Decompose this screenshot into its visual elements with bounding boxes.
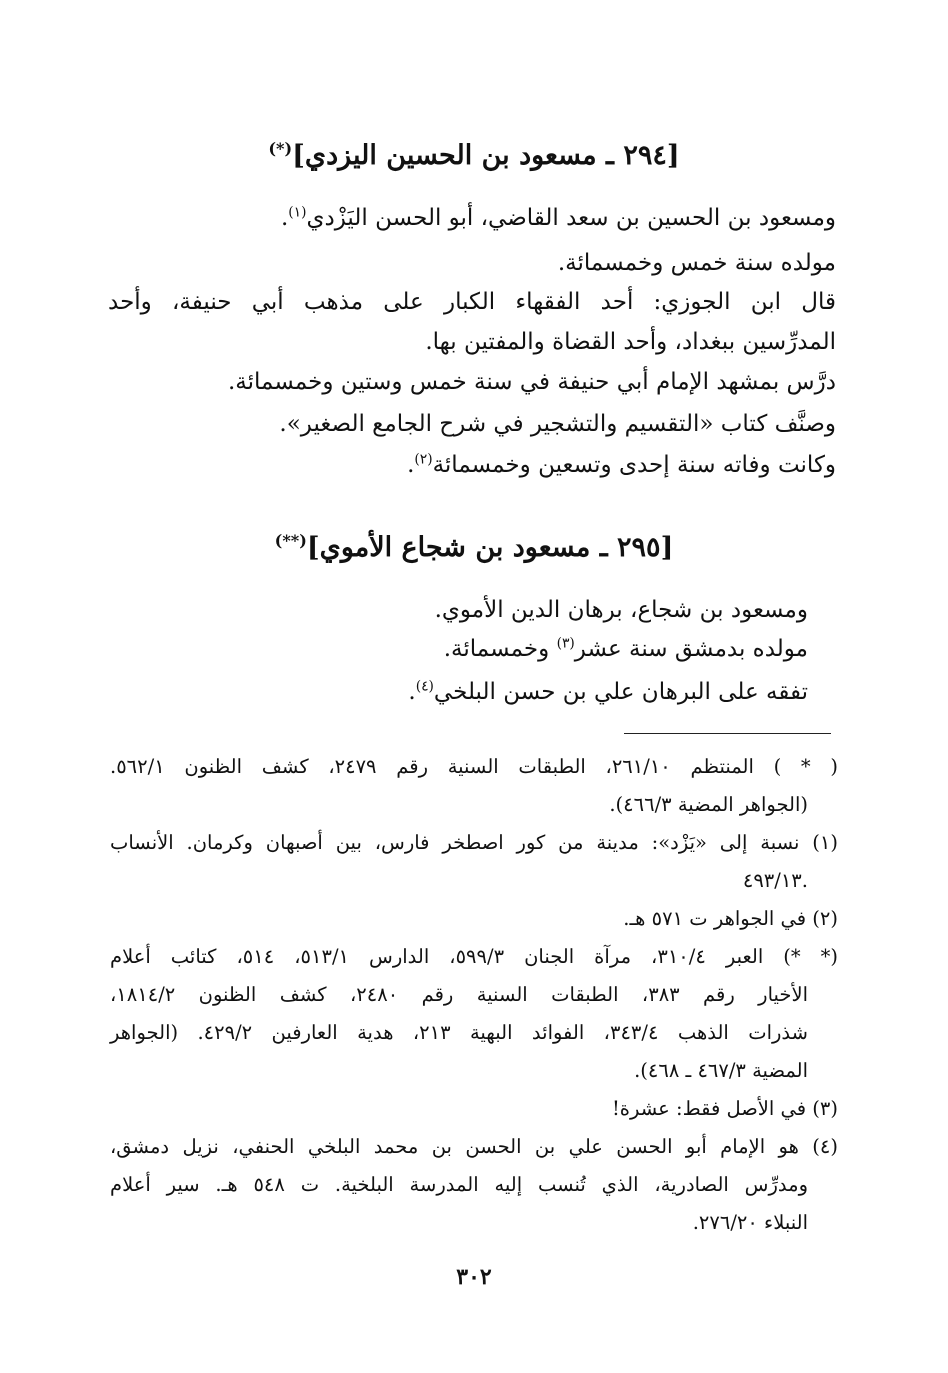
text-line bbox=[408, 676, 808, 708]
text-line: المدرِّسين ببغداد، وأحد القضاة والمفتين بها. bbox=[425, 329, 836, 355]
entry-title-295 bbox=[0, 530, 948, 566]
title-footnote-mark: (*) bbox=[268, 139, 293, 158]
line-end: . bbox=[407, 452, 415, 478]
line-text: وكانت وفاته سنة إحدى وتسعين وخمسمائة bbox=[432, 452, 836, 478]
line-text: وخمسمائة. bbox=[443, 636, 557, 662]
footnote-line: (* *) العبر ٣١٠/٤، مرآة الجنان ٥٩٩/٣، الدارس ٥١٣/١، ٥١٤، كتائب أعلام bbox=[110, 945, 838, 968]
line-end: . bbox=[280, 205, 289, 231]
footnote-line: (٢) في الجواهر ت ٥٧١ هـ. bbox=[623, 907, 838, 930]
footnote-ref: (٣) bbox=[556, 635, 575, 652]
footnote-line: المضية ٤٦٧/٣ ـ ٤٦٨). bbox=[634, 1059, 808, 1082]
footnote-line: (٣) في الأصل فقط: عشرة! bbox=[611, 1097, 838, 1120]
footnote-ref: (١) bbox=[288, 204, 307, 221]
title-footnote-mark: (**) bbox=[274, 531, 307, 550]
entry-title-text: [٢٩٥ ـ مسعود بن شجاع الأموي] bbox=[306, 532, 674, 563]
text-line: مولده سنة خمس وخمسمائة. bbox=[557, 250, 836, 276]
text-line bbox=[444, 633, 808, 665]
line-text: مولده بدمشق سنة عشر bbox=[574, 636, 808, 662]
footnote-line: (الجواهر المضية ٤٦٦/٣). bbox=[609, 793, 808, 816]
footnote-line: (٤) هو الإمام أبو الحسن علي بن الحسن بن محمد البلخي الحنفي، نزيل دمشق، bbox=[110, 1135, 838, 1158]
page-number: ٣٠٢ bbox=[456, 1264, 492, 1290]
line-text: تفقه على البرهان علي بن حسن البلخي bbox=[433, 679, 808, 705]
text-line: وصنَّف كتاب «التقسيم والتشجير في شرح الجامع الصغير». bbox=[279, 411, 836, 437]
footnote-line: النبلاء ٢٧٦/٢٠. bbox=[692, 1211, 808, 1234]
line-end: . bbox=[408, 679, 416, 705]
footnote-line: الأخيار رقم ٣٨٣، الطبقات السنية رقم ٢٤٨٠، كشف الظنون ١٨١٤/٢، bbox=[110, 983, 809, 1006]
footnote-line: ومدرِّس الصادرية، الذي تُنسب إليه المدرسة البلخية. ت ٥٤٨ هـ. سير أعلام bbox=[110, 1173, 808, 1196]
footnote-line: ( * ) المنتظم ٢٦١/١٠، الطبقات السنية رقم ٢٤٧٩، كشف الظنون ٥٦٢/١. bbox=[110, 755, 839, 778]
text-line: قال ابن الجوزي: أحد الفقهاء الكبار على مذهب أبي حنيفة، وأحد bbox=[108, 289, 836, 315]
footnote-ref: (٤) bbox=[415, 678, 434, 695]
footnote-ref: (٢) bbox=[414, 451, 433, 468]
text-line bbox=[407, 449, 836, 481]
footnote-separator bbox=[624, 733, 831, 734]
footnote-line: (١) نسبة إلى «يَزْد»: مدينة من كور اصطخر فارس، بين أصبهان وكرمان. الأنساب bbox=[110, 831, 838, 854]
entry-title-294 bbox=[0, 138, 948, 174]
footnote-line: شذرات الذهب ٣٤٣/٤، الفوائد البهية ٢١٣، هدية العارفين ٤٢٩/٢. (الجواهر bbox=[110, 1021, 808, 1044]
entry-title-text: [٢٩٤ ـ مسعود بن الحسين اليزدي] bbox=[292, 140, 680, 171]
text-line: ومسعود بن شجاع، برهان الدين الأموي. bbox=[434, 597, 808, 623]
text-line: درَّس بمشهد الإمام أبي حنيفة في سنة خمس وستين وخمسمائة. bbox=[227, 369, 836, 395]
text-line bbox=[281, 202, 836, 234]
footnote-line: .٤٩٣/١٣ bbox=[742, 869, 808, 892]
line-text: ومسعود بن الحسين بن سعد القاضي، أبو الحسن اليَزْدي bbox=[306, 205, 836, 231]
